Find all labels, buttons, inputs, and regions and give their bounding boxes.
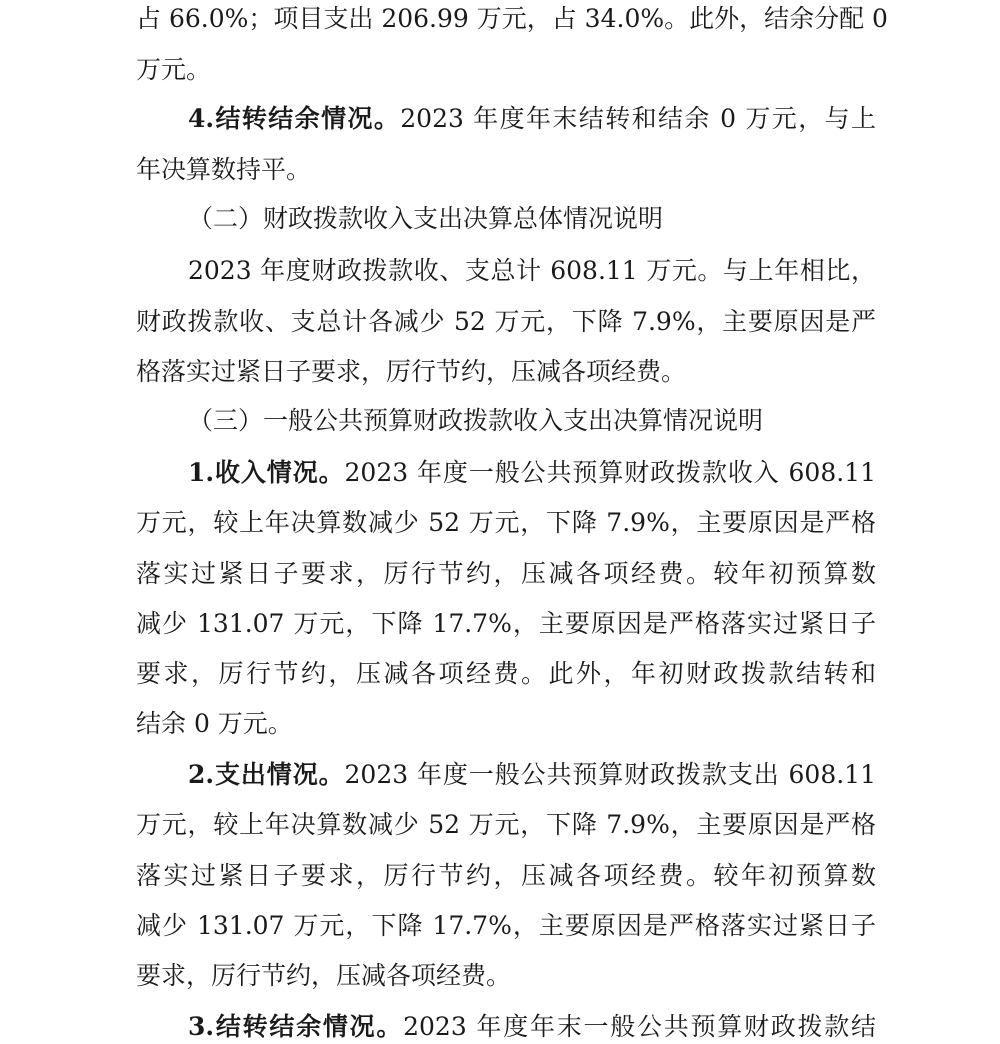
- line-text: 2023 年度年末结转和结余 0 万元，与上: [400, 104, 876, 133]
- line-text: 财政拨款收、支总计各减少 52 万元，下降 7.9%，主要原因是严: [136, 307, 876, 336]
- subsection-heading: [188, 204, 876, 234]
- paragraph-line: [136, 559, 876, 589]
- line-text: 2023 年度一般公共预算财政拨款收入 608.11: [344, 458, 876, 487]
- paragraph-line: [136, 307, 876, 337]
- line-text: 要求，厉行节约，压减各项经费。此外，年初财政拨款结转和: [136, 659, 876, 688]
- line-text: 格落实过紧日子要求，厉行节约，压减各项经费。: [136, 357, 687, 386]
- line-text: （三）一般公共预算财政拨款收入支出决算情况说明: [188, 406, 764, 435]
- line-text: 2023 年度一般公共预算财政拨款支出 608.11: [344, 760, 876, 789]
- paragraph-line: [136, 911, 876, 941]
- line-text: 占 66.0%；项目支出 206.99 万元，占 34.0%。此外，结余分配 0: [136, 4, 888, 33]
- section-heading: 2.支出情况。: [188, 760, 345, 789]
- paragraph-line: [188, 1012, 876, 1042]
- paragraph-line: [136, 508, 876, 538]
- paragraph-line: [188, 104, 876, 134]
- paragraph-line: [136, 55, 876, 85]
- paragraph-line: [136, 4, 888, 34]
- paragraph-line: [136, 709, 876, 739]
- section-heading: 4.结转结余情况。: [188, 104, 401, 133]
- line-text: 2023 年度财政拨款收、支总计 608.11 万元。与上年相比，: [188, 256, 876, 285]
- line-text: 减少 131.07 万元，下降 17.7%，主要原因是严格落实过紧日子: [136, 609, 876, 638]
- line-text: 万元，较上年决算数减少 52 万元，下降 7.9%，主要原因是严格: [136, 810, 876, 839]
- line-text: 2023 年度年末一般公共预算财政拨款结: [403, 1012, 876, 1041]
- line-text: 减少 131.07 万元，下降 17.7%，主要原因是严格落实过紧日子: [136, 911, 876, 940]
- subsection-heading: [188, 406, 876, 436]
- paragraph-line: [188, 458, 876, 488]
- paragraph-line: [136, 659, 876, 689]
- line-text: （二）财政拨款收入支出决算总体情况说明: [188, 204, 664, 233]
- paragraph-line: [188, 760, 876, 790]
- paragraph-line: [136, 961, 876, 991]
- paragraph-line: [136, 810, 876, 840]
- line-text: 万元，较上年决算数减少 52 万元，下降 7.9%，主要原因是严格: [136, 508, 876, 537]
- section-heading: 3.结转结余情况。: [188, 1012, 404, 1041]
- paragraph-line: [188, 256, 876, 286]
- paragraph-line: [136, 861, 876, 891]
- line-text: 万元。: [136, 55, 212, 84]
- line-text: 落实过紧日子要求，厉行节约，压减各项经费。较年初预算数: [136, 559, 876, 588]
- line-text: 结余 0 万元。: [136, 709, 293, 738]
- section-heading: 1.收入情况。: [188, 458, 345, 487]
- line-text: 要求，厉行节约，压减各项经费。: [136, 961, 512, 990]
- paragraph-line: [136, 609, 876, 639]
- line-text: 年决算数持平。: [136, 155, 312, 184]
- paragraph-line: [136, 155, 876, 185]
- line-text: 落实过紧日子要求，厉行节约，压减各项经费。较年初预算数: [136, 861, 876, 890]
- paragraph-line: [136, 357, 876, 387]
